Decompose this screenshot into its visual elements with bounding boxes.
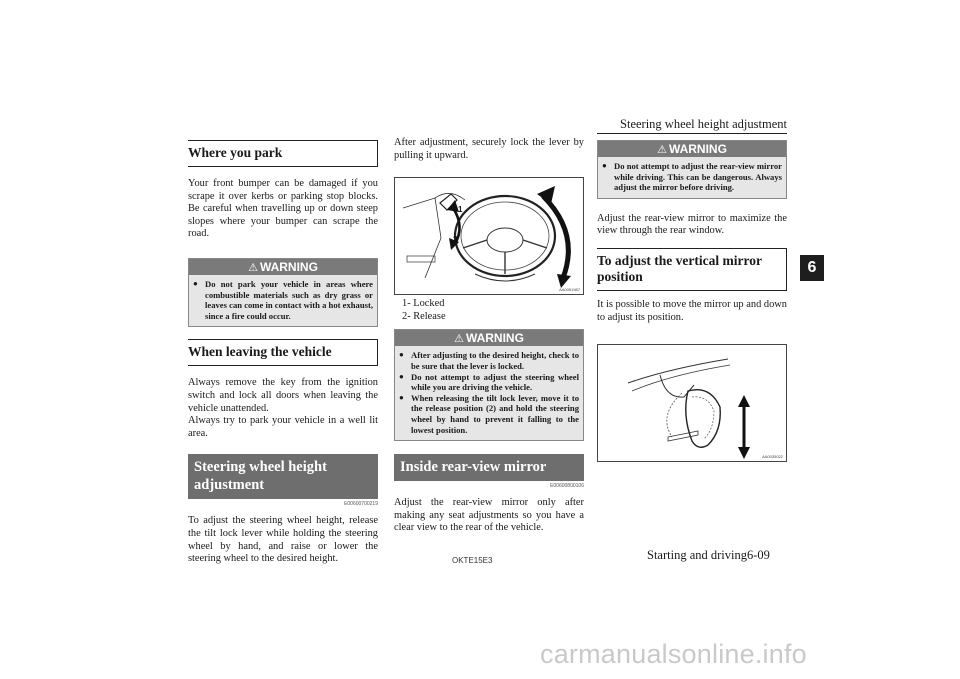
column-right bbox=[597, 140, 787, 462]
document-code: OKTE15E3 bbox=[452, 556, 493, 565]
bullet-icon: ● bbox=[399, 350, 404, 360]
warning-triangle-icon: ⚠ bbox=[454, 333, 464, 346]
mirror-text: Adjust the rear-view mirror only after making any seat adjustments so you have a clear view to the rear of the vehicle. bbox=[394, 497, 584, 534]
svg-text:1: 1 bbox=[458, 205, 463, 215]
bullet-icon: ● bbox=[602, 161, 607, 170]
section-code: E00600700219 bbox=[344, 501, 378, 508]
running-header: Steering wheel height adjustment bbox=[620, 117, 787, 131]
header-rule bbox=[597, 133, 787, 134]
section-title-rear-view-mirror: Inside rear-view mirror bbox=[394, 454, 584, 481]
figure-legend bbox=[394, 298, 584, 323]
svg-text:2: 2 bbox=[453, 235, 458, 245]
footer-section-name: Starting and driving bbox=[647, 548, 747, 562]
watermark: carmanualsonline.info bbox=[540, 639, 807, 669]
mirror-adjust-text: Adjust the rear-view mirror to maximize the view through the rear window. bbox=[597, 212, 787, 237]
warning-item: ● When releasing the tilt lock lever, move it to the release position (2) and hold the steering wheel by hand to prevent it falling to the lowest position. bbox=[399, 392, 579, 435]
section-code: E00600800106 bbox=[550, 483, 584, 490]
warning-box-steering bbox=[394, 329, 584, 441]
figure-code: AA0035022 bbox=[762, 454, 783, 460]
mirror-figure bbox=[597, 344, 787, 462]
warning-item: ● Do not park your vehicle in areas where combustible materials such as dry grass or leaves can come in contact with a hot exhaust, since a fire could occur. bbox=[193, 278, 373, 321]
where-you-park-text: Your front bumper can be damaged if you scrape it over kerbs or parking stop blocks. Be careful when travelling up or down steep slopes where your bumper can scrape the road. bbox=[188, 178, 378, 240]
vertical-mirror-text: It is possible to move the mirror up and down to adjust its position. bbox=[597, 298, 787, 323]
mirror-illustration bbox=[598, 345, 786, 461]
warning-box-mirror bbox=[597, 140, 787, 199]
leaving-vehicle-text-1: Always remove the key from the ignition switch and lock all doors when leaving the vehicle unattended. bbox=[188, 377, 378, 414]
legend-item-locked: 1- Locked bbox=[402, 298, 445, 310]
after-adjustment-text: After adjustment, securely lock the lever by pulling it upward. bbox=[394, 137, 584, 161]
column-left bbox=[188, 140, 378, 566]
warning-triangle-icon: ⚠ bbox=[248, 261, 258, 274]
warning-header: ⚠ WARNING bbox=[189, 259, 377, 275]
figure-code: AA0051987 bbox=[559, 287, 580, 293]
section-title-leaving-vehicle: When leaving the vehicle bbox=[188, 339, 378, 366]
warning-item: ● After adjusting to the desired height, check to be sure that the lever is locked. bbox=[399, 350, 579, 371]
section-title-where-you-park: Where you park bbox=[188, 140, 378, 167]
steering-wheel-text: To adjust the steering wheel height, release the tilt lock lever while holding the steering wheel by hand, and raise or lower the steering wheel to the desired height. bbox=[188, 515, 378, 565]
column-middle bbox=[394, 137, 584, 535]
leaving-vehicle-text-2: Always try to park your vehicle in a well lit area. bbox=[188, 415, 378, 439]
warning-header: ⚠ WARNING bbox=[598, 141, 786, 157]
chapter-tab: 6 bbox=[800, 255, 824, 281]
warning-item: ● Do not attempt to adjust the steering wheel while you are driving the vehicle. bbox=[399, 371, 579, 393]
steering-wheel-illustration bbox=[395, 178, 583, 294]
section-title-steering-wheel: Steering wheel height adjustment bbox=[188, 454, 378, 499]
bullet-icon: ● bbox=[399, 392, 404, 402]
warning-item: ● Do not attempt to adjust the rear-view mirror while driving. This can be dangerous. Always adjust the mirror before driving. bbox=[602, 161, 782, 193]
warning-box-parking bbox=[188, 258, 378, 327]
legend-item-release: 2- Release bbox=[402, 310, 446, 322]
warning-header: ⚠ WARNING bbox=[395, 330, 583, 346]
page-number: 6-09 bbox=[747, 548, 770, 562]
warning-triangle-icon: ⚠ bbox=[657, 144, 667, 156]
bullet-icon: ● bbox=[193, 278, 198, 288]
steering-wheel-figure bbox=[394, 177, 584, 295]
bullet-icon: ● bbox=[399, 371, 404, 381]
section-title-vertical-mirror: To adjust the vertical mirror position bbox=[597, 248, 787, 291]
